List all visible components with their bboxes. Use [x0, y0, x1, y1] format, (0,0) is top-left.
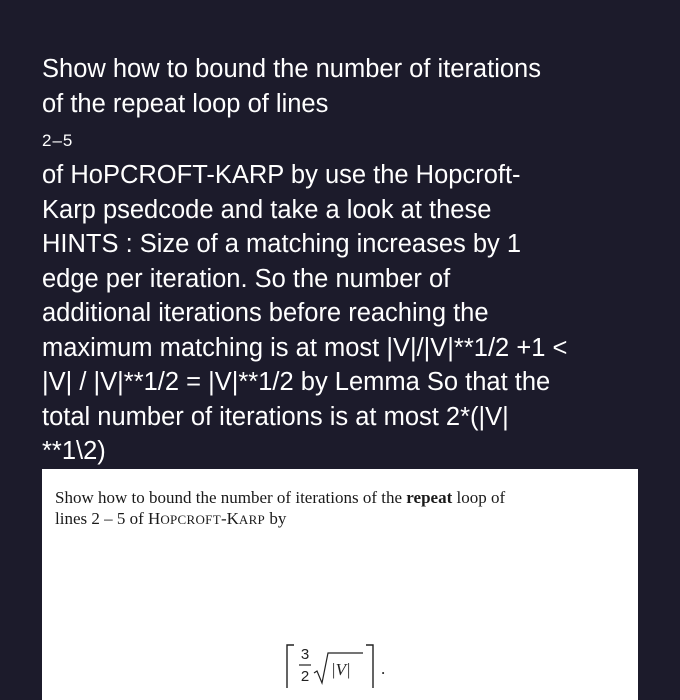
image-text-bold: repeat: [406, 488, 453, 507]
smallcaps-letter: H: [148, 509, 161, 528]
smallcaps-letter: K: [226, 509, 239, 528]
question-line: **1\2): [42, 437, 106, 465]
formula-radicand: |V|: [331, 660, 351, 679]
formula-svg: [280, 640, 400, 692]
question-line: of the repeat loop of lines: [42, 89, 329, 118]
question-line: maximum matching is at most |V|/|V|**1/2 +1 <: [42, 333, 568, 362]
attached-image: [42, 469, 638, 700]
question-line: HINTS : Size of a matching increases by 1: [42, 230, 522, 258]
question-line: Show how to bound the number of iterations: [42, 55, 541, 83]
question-text: [42, 52, 642, 469]
image-text-line: [55, 487, 630, 508]
formula-numerator: 3: [300, 646, 310, 663]
image-text-segment: loop of: [452, 488, 506, 507]
ceiling-right-bracket: [366, 645, 373, 688]
question-line-range: 2–5: [42, 131, 74, 150]
smallcaps-text: OPCROFT: [160, 512, 221, 527]
smallcaps-dash: -: [220, 509, 227, 528]
image-text-line: [55, 508, 630, 530]
image-text-segment: lines 2 – 5 of: [55, 509, 149, 528]
smallcaps-text: ARP: [238, 512, 266, 527]
ceiling-left-bracket: [287, 645, 294, 688]
image-text-segment: by: [265, 509, 287, 528]
question-line: of HoPCROFT-KARP by use the Hopcroft-: [42, 161, 521, 189]
image-text: [55, 487, 630, 530]
formula-denominator: 2: [300, 668, 310, 685]
question-line: |V| / |V|**1/2 = |V|**1/2 by Lemma So that the: [42, 368, 551, 396]
question-line: additional iterations before reaching the: [42, 299, 489, 327]
ceiling-formula: [280, 640, 400, 692]
formula-period: .: [381, 659, 386, 678]
question-line: edge per iteration. So the number of: [42, 264, 451, 293]
question-line: Karp psedcode and take a look at these: [42, 195, 492, 224]
question-line: total number of iterations is at most 2*(|V|: [42, 402, 509, 431]
image-text-segment: Show how to bound the number of iterations of the: [55, 488, 407, 507]
